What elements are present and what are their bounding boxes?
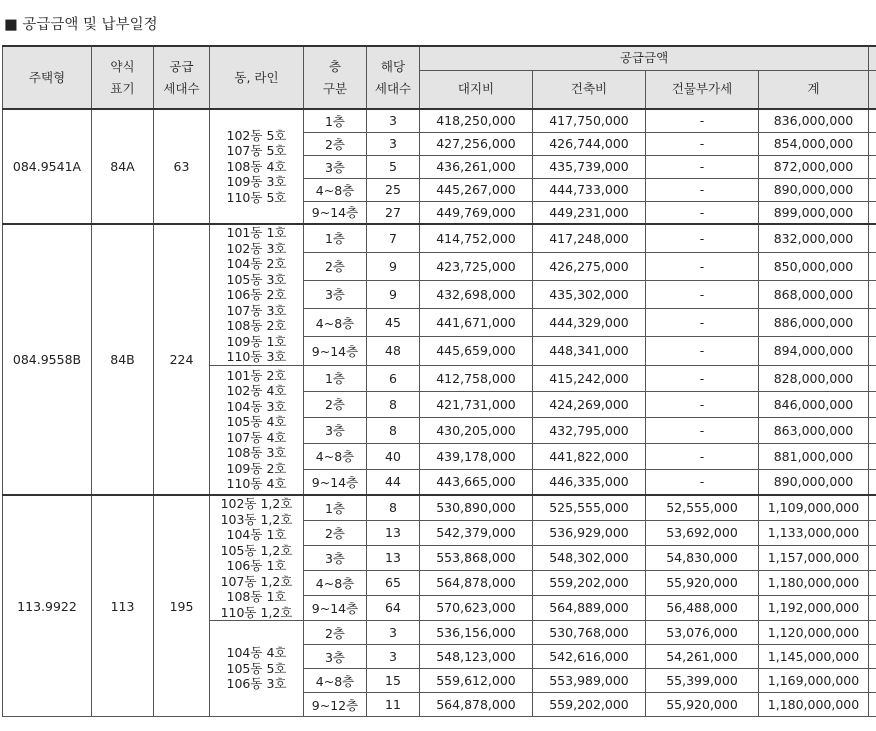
- units-cell: 9: [367, 252, 420, 280]
- floor-cell: 3층: [304, 280, 367, 308]
- floor-cell: 2층: [304, 252, 367, 280]
- units-cell: 6: [367, 365, 420, 391]
- dong-line-item: 101동 2호: [226, 367, 287, 383]
- dong-line-item: 110동 4호: [226, 476, 287, 492]
- extra-cell: [869, 669, 876, 693]
- floor-cell: 4~8층: [304, 669, 367, 693]
- vat-cell: 55,920,000: [646, 570, 759, 595]
- header-dong-line: 동, 라인: [210, 46, 304, 109]
- extra-cell: [869, 621, 876, 645]
- dong-line-item: 109동 1호: [226, 333, 287, 349]
- units-cell: 65: [367, 570, 420, 595]
- extra-cell: [869, 252, 876, 280]
- vat-cell: 55,920,000: [646, 693, 759, 717]
- floor-cell: 4~8층: [304, 309, 367, 337]
- extra-cell: [869, 155, 876, 178]
- extra-cell: [869, 495, 876, 520]
- dong-line-item: 108동 3호: [226, 445, 287, 461]
- floor-cell: 3층: [304, 645, 367, 669]
- price-table-wrapper: [2, 45, 876, 720]
- floor-cell: 9~12층: [304, 693, 367, 717]
- dong-line-item: 110동 5호: [226, 189, 287, 205]
- land-price-cell: 553,868,000: [420, 545, 533, 570]
- units-cell: 9: [367, 280, 420, 308]
- building-price-cell: 525,555,000: [533, 495, 646, 520]
- land-price-cell: 443,665,000: [420, 469, 533, 495]
- land-price-cell: 441,671,000: [420, 309, 533, 337]
- units-cell: 3: [367, 109, 420, 132]
- total-price-cell: 881,000,000: [759, 443, 869, 469]
- building-price-cell: 444,329,000: [533, 309, 646, 337]
- dong-line-cell: [210, 224, 304, 365]
- total-price-cell: 854,000,000: [759, 132, 869, 155]
- page-title: ■ 공급금액 및 납부일정: [4, 17, 158, 33]
- vat-cell: -: [646, 109, 759, 132]
- dong-line-item: 108동 2호: [226, 318, 287, 333]
- header-type: 주택형: [3, 46, 92, 109]
- price-table-body: [3, 109, 876, 717]
- land-price-cell: 445,659,000: [420, 337, 533, 365]
- dong-line-item: 102동 5호: [226, 127, 287, 143]
- building-price-cell: 564,889,000: [533, 595, 646, 620]
- units-cell: 3: [367, 645, 420, 669]
- vat-cell: -: [646, 309, 759, 337]
- total-price-cell: 846,000,000: [759, 391, 869, 417]
- total-price-cell: 1,169,000,000: [759, 669, 869, 693]
- extra-cell: [869, 391, 876, 417]
- dong-line-item: 102동 3호: [226, 240, 287, 256]
- floor-cell: 1층: [304, 495, 367, 520]
- extra-cell: [869, 224, 876, 252]
- total-price-cell: 850,000,000: [759, 252, 869, 280]
- land-price-cell: 570,623,000: [420, 595, 533, 620]
- vat-cell: 53,076,000: [646, 621, 759, 645]
- total-price-cell: 868,000,000: [759, 280, 869, 308]
- floor-cell: 4~8층: [304, 443, 367, 469]
- land-price-cell: 427,256,000: [420, 132, 533, 155]
- dong-line-item: 104동 4호: [226, 645, 287, 661]
- extra-cell: [869, 365, 876, 391]
- total-price-cell: 899,000,000: [759, 201, 869, 224]
- extra-cell: [869, 545, 876, 570]
- floor-cell: 4~8층: [304, 178, 367, 201]
- units-cell: 13: [367, 545, 420, 570]
- table-row: [3, 495, 876, 520]
- vat-cell: 54,830,000: [646, 545, 759, 570]
- vat-cell: -: [646, 365, 759, 391]
- dong-line-cell: [210, 621, 304, 717]
- dong-line-item: 102동 1,2호: [220, 496, 293, 511]
- building-price-cell: 417,750,000: [533, 109, 646, 132]
- land-price-cell: 564,878,000: [420, 693, 533, 717]
- dong-line-cell: [210, 109, 304, 224]
- supply-units-cell: 195: [154, 495, 210, 717]
- building-price-cell: 449,231,000: [533, 201, 646, 224]
- header-units: 해당 세대수: [367, 46, 420, 109]
- building-price-cell: 435,739,000: [533, 155, 646, 178]
- header-vat: 건물부가세: [646, 70, 759, 109]
- vat-cell: -: [646, 155, 759, 178]
- land-price-cell: 564,878,000: [420, 570, 533, 595]
- building-price-cell: 424,269,000: [533, 391, 646, 417]
- abbr-cell: 84A: [92, 109, 154, 224]
- vat-cell: 53,692,000: [646, 520, 759, 545]
- supply-units-cell: 224: [154, 224, 210, 495]
- units-cell: 48: [367, 337, 420, 365]
- header-price-group: 공급금액: [420, 46, 869, 70]
- header-extra-2: [869, 70, 876, 109]
- dong-line-item: 104동 3호: [226, 398, 287, 414]
- vat-cell: -: [646, 469, 759, 495]
- total-price-cell: 894,000,000: [759, 337, 869, 365]
- type-cell: 084.9541A: [3, 109, 92, 224]
- dong-line-item: 107동 1,2호: [220, 573, 293, 589]
- total-price-cell: 836,000,000: [759, 109, 869, 132]
- units-cell: 40: [367, 443, 420, 469]
- land-price-cell: 449,769,000: [420, 201, 533, 224]
- building-price-cell: 444,733,000: [533, 178, 646, 201]
- units-cell: 8: [367, 391, 420, 417]
- extra-cell: [869, 280, 876, 308]
- building-price-cell: 559,202,000: [533, 693, 646, 717]
- dong-line-item: 106동 3호: [226, 676, 287, 692]
- floor-cell: 9~14층: [304, 469, 367, 495]
- header-extra: [869, 46, 876, 70]
- land-price-cell: 548,123,000: [420, 645, 533, 669]
- vat-cell: -: [646, 178, 759, 201]
- land-price-cell: 536,156,000: [420, 621, 533, 645]
- dong-line-item: 106동 1호: [226, 558, 287, 573]
- units-cell: 45: [367, 309, 420, 337]
- floor-cell: 3층: [304, 155, 367, 178]
- total-price-cell: 1,109,000,000: [759, 495, 869, 520]
- building-price-cell: 548,302,000: [533, 545, 646, 570]
- vat-cell: -: [646, 132, 759, 155]
- total-price-cell: 1,180,000,000: [759, 570, 869, 595]
- building-price-cell: 415,242,000: [533, 365, 646, 391]
- extra-cell: [869, 417, 876, 443]
- total-price-cell: 1,145,000,000: [759, 645, 869, 669]
- building-price-cell: 448,341,000: [533, 337, 646, 365]
- total-price-cell: 886,000,000: [759, 309, 869, 337]
- building-price-cell: 435,302,000: [533, 280, 646, 308]
- building-price-cell: 553,989,000: [533, 669, 646, 693]
- units-cell: 3: [367, 621, 420, 645]
- land-price-cell: 559,612,000: [420, 669, 533, 693]
- floor-cell: 1층: [304, 109, 367, 132]
- vat-cell: 54,261,000: [646, 645, 759, 669]
- land-price-cell: 432,698,000: [420, 280, 533, 308]
- building-price-cell: 559,202,000: [533, 570, 646, 595]
- dong-line-item: 109동 3호: [226, 174, 287, 190]
- dong-line-item: 109동 2호: [226, 460, 287, 476]
- extra-cell: [869, 309, 876, 337]
- floor-cell: 2층: [304, 391, 367, 417]
- floor-cell: 4~8층: [304, 570, 367, 595]
- price-table: [2, 45, 876, 717]
- dong-line-item: 104동 1호: [226, 527, 287, 542]
- total-price-cell: 890,000,000: [759, 469, 869, 495]
- extra-cell: [869, 178, 876, 201]
- dong-line-item: 107동 4호: [226, 429, 287, 445]
- units-cell: 11: [367, 693, 420, 717]
- units-cell: 5: [367, 155, 420, 178]
- land-price-cell: 421,731,000: [420, 391, 533, 417]
- abbr-cell: 84B: [92, 224, 154, 495]
- land-price-cell: 445,267,000: [420, 178, 533, 201]
- header-abbr: 약식 표기: [92, 46, 154, 109]
- extra-cell: [869, 693, 876, 717]
- extra-cell: [869, 443, 876, 469]
- land-price-cell: 542,379,000: [420, 520, 533, 545]
- land-price-cell: 412,758,000: [420, 365, 533, 391]
- units-cell: 7: [367, 224, 420, 252]
- building-price-cell: 426,275,000: [533, 252, 646, 280]
- dong-line-item: 107동 3호: [226, 302, 287, 318]
- units-cell: 8: [367, 495, 420, 520]
- vat-cell: -: [646, 337, 759, 365]
- vat-cell: 55,399,000: [646, 669, 759, 693]
- total-price-cell: 1,133,000,000: [759, 520, 869, 545]
- abbr-cell: 113: [92, 495, 154, 717]
- building-price-cell: 441,822,000: [533, 443, 646, 469]
- dong-line-item: 103동 1,2호: [220, 511, 293, 527]
- header-building: 건축비: [533, 70, 646, 109]
- extra-cell: [869, 570, 876, 595]
- units-cell: 13: [367, 520, 420, 545]
- units-cell: 25: [367, 178, 420, 201]
- floor-cell: 1층: [304, 224, 367, 252]
- units-cell: 8: [367, 417, 420, 443]
- land-price-cell: 423,725,000: [420, 252, 533, 280]
- type-cell: 084.9558B: [3, 224, 92, 495]
- units-cell: 44: [367, 469, 420, 495]
- vat-cell: -: [646, 224, 759, 252]
- extra-cell: [869, 645, 876, 669]
- dong-line-item: 105동 4호: [226, 414, 287, 430]
- extra-cell: [869, 469, 876, 495]
- units-cell: 3: [367, 132, 420, 155]
- land-price-cell: 439,178,000: [420, 443, 533, 469]
- vat-cell: 56,488,000: [646, 595, 759, 620]
- vat-cell: -: [646, 252, 759, 280]
- vat-cell: -: [646, 280, 759, 308]
- vat-cell: -: [646, 443, 759, 469]
- dong-line-item: 105동 3호: [226, 271, 287, 287]
- vat-cell: -: [646, 201, 759, 224]
- dong-line-item: 110동 3호: [226, 349, 287, 364]
- building-price-cell: 530,768,000: [533, 621, 646, 645]
- dong-line-item: 107동 5호: [226, 143, 287, 159]
- header-supply-units: 공급 세대수: [154, 46, 210, 109]
- dong-line-cell: [210, 365, 304, 495]
- units-cell: 27: [367, 201, 420, 224]
- dong-line-item: 106동 2호: [226, 287, 287, 302]
- supply-units-cell: 63: [154, 109, 210, 224]
- table-row: [3, 109, 876, 132]
- dong-line-cell: [210, 495, 304, 621]
- floor-cell: 3층: [304, 417, 367, 443]
- building-price-cell: 536,929,000: [533, 520, 646, 545]
- vat-cell: -: [646, 391, 759, 417]
- vat-cell: 52,555,000: [646, 495, 759, 520]
- dong-line-item: 101동 1호: [226, 225, 287, 240]
- table-row: [3, 224, 876, 252]
- total-price-cell: 1,120,000,000: [759, 621, 869, 645]
- land-price-cell: 414,752,000: [420, 224, 533, 252]
- extra-cell: [869, 595, 876, 620]
- total-price-cell: 863,000,000: [759, 417, 869, 443]
- total-price-cell: 890,000,000: [759, 178, 869, 201]
- vat-cell: -: [646, 417, 759, 443]
- dong-line-item: 108동 4호: [226, 158, 287, 174]
- extra-cell: [869, 201, 876, 224]
- units-cell: 15: [367, 669, 420, 693]
- floor-cell: 3층: [304, 545, 367, 570]
- land-price-cell: 530,890,000: [420, 495, 533, 520]
- total-price-cell: 1,180,000,000: [759, 693, 869, 717]
- floor-cell: 9~14층: [304, 337, 367, 365]
- total-price-cell: 1,157,000,000: [759, 545, 869, 570]
- total-price-cell: 832,000,000: [759, 224, 869, 252]
- extra-cell: [869, 337, 876, 365]
- header-total: 계: [759, 70, 869, 109]
- dong-line-item: 104동 2호: [226, 256, 287, 271]
- dong-line-item: 108동 1호: [226, 589, 287, 604]
- floor-cell: 9~14층: [304, 595, 367, 620]
- dong-line-item: 105동 1,2호: [220, 542, 293, 558]
- dong-line-item: 102동 4호: [226, 383, 287, 399]
- building-price-cell: 446,335,000: [533, 469, 646, 495]
- floor-cell: 9~14층: [304, 201, 367, 224]
- units-cell: 64: [367, 595, 420, 620]
- floor-cell: 2층: [304, 132, 367, 155]
- building-price-cell: 426,744,000: [533, 132, 646, 155]
- building-price-cell: 432,795,000: [533, 417, 646, 443]
- total-price-cell: 872,000,000: [759, 155, 869, 178]
- type-cell: 113.9922: [3, 495, 92, 717]
- floor-cell: 1층: [304, 365, 367, 391]
- extra-cell: [869, 520, 876, 545]
- floor-cell: 2층: [304, 621, 367, 645]
- header-floor: 층 구분: [304, 46, 367, 109]
- dong-line-item: 105동 5호: [226, 660, 287, 676]
- extra-cell: [869, 109, 876, 132]
- land-price-cell: 436,261,000: [420, 155, 533, 178]
- land-price-cell: 418,250,000: [420, 109, 533, 132]
- total-price-cell: 828,000,000: [759, 365, 869, 391]
- building-price-cell: 417,248,000: [533, 224, 646, 252]
- dong-line-item: 110동 1,2호: [220, 604, 293, 620]
- land-price-cell: 430,205,000: [420, 417, 533, 443]
- building-price-cell: 542,616,000: [533, 645, 646, 669]
- total-price-cell: 1,192,000,000: [759, 595, 869, 620]
- header-land: 대지비: [420, 70, 533, 109]
- extra-cell: [869, 132, 876, 155]
- floor-cell: 2층: [304, 520, 367, 545]
